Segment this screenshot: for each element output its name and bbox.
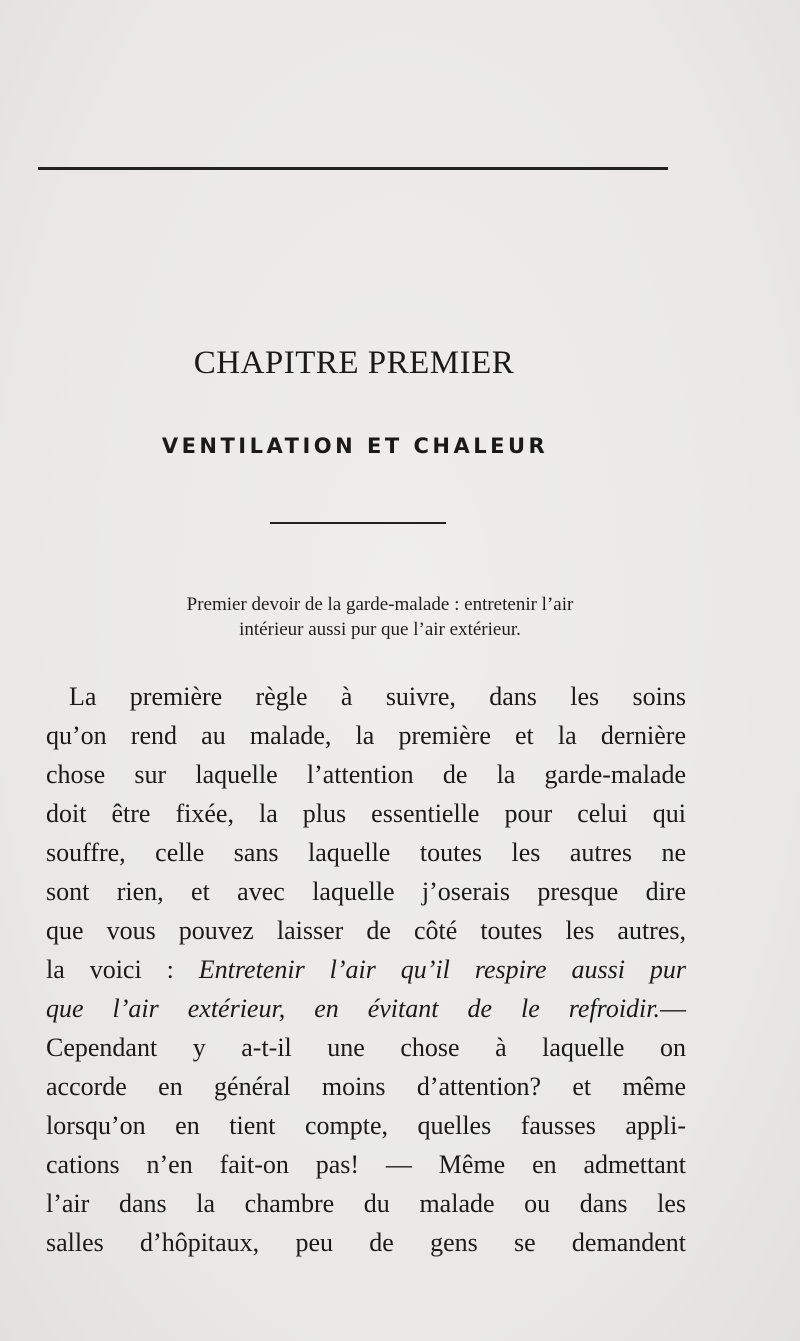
text-line: doit être fixée, la plus essentielle pour celui qui: [46, 799, 686, 828]
section-divider: [270, 522, 446, 524]
text-line: La première règle à suivre, dans les soins: [69, 682, 686, 711]
text-line: cations n’en fait-on pas! — Même en admettant: [46, 1150, 686, 1179]
text-fragment: la voici :: [46, 955, 199, 984]
text-line: Cependant y a-t-il une chose à laquelle on: [46, 1033, 686, 1062]
text-line: l’air dans la chambre du malade ou dans les: [46, 1189, 686, 1218]
text-line: sont rien, et avec laquelle j’oserais presque dire: [46, 877, 686, 906]
text-line: souffre, celle sans laquelle toutes les autres ne: [46, 838, 686, 867]
chapter-summary: [40, 592, 720, 642]
summary-line-1: Premier devoir de la garde-malade : entretenir l’air: [186, 594, 574, 615]
italic-text: que l’air extérieur, en évitant de le refroidir.: [46, 994, 660, 1023]
text-line: lorsqu’on en tient compte, quelles fausses appli-: [46, 1111, 686, 1140]
text-line: que vous pouvez laisser de côté toutes les autres,: [46, 916, 686, 945]
text-line: accorde en général moins d’attention? et même: [46, 1072, 686, 1101]
header-rule: [38, 167, 668, 170]
text-line: [46, 950, 686, 989]
body-paragraph: [46, 677, 686, 1262]
text-line: [46, 989, 686, 1028]
chapter-subtitle: VENTILATION ET CHALEUR: [161, 434, 549, 458]
text-line: chose sur laquelle l’attention de la garde-malade: [46, 760, 686, 789]
chapter-title: CHAPITRE PREMIER: [193, 345, 515, 381]
summary-line-2: intérieur aussi pur que l’air extérieur.: [239, 619, 521, 640]
italic-text: Entretenir l’air qu’il respire aussi pur: [198, 955, 686, 984]
text-line: salles d’hôpitaux, peu de gens se demandent: [46, 1228, 686, 1257]
em-dash: —: [660, 994, 686, 1023]
text-line: qu’on rend au malade, la première et la dernière: [46, 721, 686, 750]
